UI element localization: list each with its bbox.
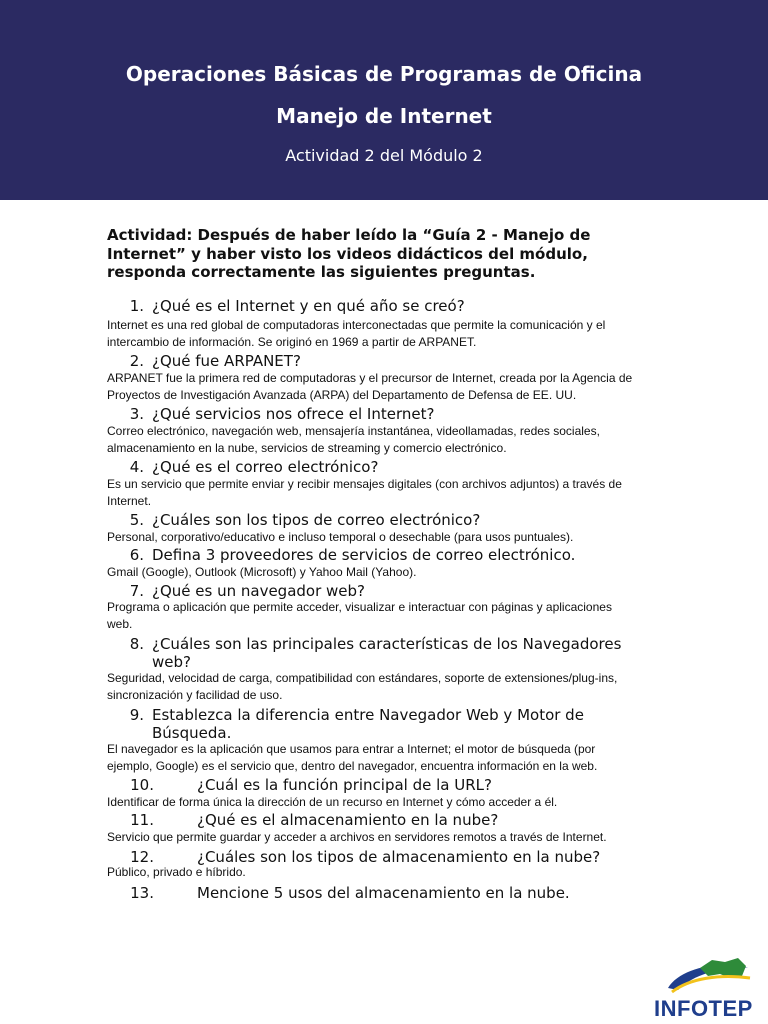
question-text: ¿Qué es un navegador web?: [152, 582, 365, 600]
question-text: Defina 3 proveedores de servicios de correo electrónico.: [152, 546, 576, 564]
question-item: [129, 706, 584, 724]
question-text-continued: web?: [152, 653, 191, 671]
answer-line: Programa o aplicación que permite acceder, visualizar e interactuar con páginas y aplicaciones: [107, 600, 612, 614]
answer-line: Seguridad, velocidad de carga, compatibilidad con estándares, soporte de extensiones/plug-ins,: [107, 671, 618, 685]
document-header: [0, 0, 768, 200]
question-item: [129, 635, 622, 653]
question-number: 7.: [129, 582, 144, 600]
question-number: 2.: [129, 352, 144, 370]
question-text: ¿Qué es el Internet y en qué año se creó?: [152, 297, 465, 315]
question-text: ¿Qué servicios nos ofrece el Internet?: [152, 405, 435, 423]
question-number: 8.: [129, 635, 144, 653]
question-item: [129, 352, 301, 370]
question-text: ¿Cuáles son las principales características de los Navegadores: [152, 635, 622, 653]
question-item: [129, 297, 465, 315]
question-number: 1.: [129, 297, 144, 315]
answer-line: Servicio que permite guardar y acceder a archivos en servidores remotos a través de Internet.: [107, 830, 607, 844]
question-text: Mencione 5 usos del almacenamiento en la nube.: [197, 884, 570, 902]
answer-line: Internet.: [107, 494, 152, 509]
question-item: [129, 776, 492, 794]
logo-island-icon: [700, 958, 746, 978]
document-subtitle: Manejo de Internet: [276, 104, 492, 128]
question-number: 3.: [129, 405, 144, 423]
question-item: [129, 884, 570, 902]
answer-line: almacenamiento en la nube, servicios de streaming y comercio electrónico.: [107, 441, 507, 456]
answer-line: sincronización y facilidad de uso.: [107, 688, 283, 703]
answer-line: Gmail (Google), Outlook (Microsoft) y Yahoo Mail (Yahoo).: [107, 565, 417, 579]
question-number: 10.: [130, 776, 154, 794]
question-number: 5.: [129, 511, 144, 529]
question-item: [129, 811, 499, 829]
question-text: ¿Cuál es la función principal de la URL?: [197, 776, 492, 794]
document-title: Operaciones Básicas de Programas de Oficina: [125, 62, 643, 86]
question-number: 11.: [130, 811, 154, 829]
question-number: 4.: [129, 458, 144, 476]
question-item: [129, 546, 576, 564]
question-text: ¿Qué es el correo electrónico?: [152, 458, 379, 476]
question-text: ¿Cuáles son los tipos de correo electrónico?: [152, 511, 481, 529]
answer-line: Internet es una red global de computadoras interconectadas que permite la comunicación y el: [107, 318, 606, 332]
question-item: [129, 511, 481, 529]
question-text: ¿Qué es el almacenamiento en la nube?: [197, 811, 499, 829]
answer-line: El navegador es la aplicación que usamos para entrar a Internet; el motor de búsqueda (por: [107, 742, 596, 756]
question-item: [129, 582, 365, 600]
question-item: [129, 458, 379, 476]
answer-line: Es un servicio que permite enviar y recibir mensajes digitales (con archivos adjuntos) a través de: [107, 477, 622, 491]
activity-instructions: Actividad: Después de haber leído la “Guía 2 - Manejo de Internet” y haber visto los videos didácticos del módulo, responda correctamente las siguientes preguntas.: [107, 226, 591, 281]
answer-line: Personal, corporativo/educativo e incluso temporal o desechable (para usos puntuales).: [107, 530, 574, 544]
question-number: 6.: [129, 546, 144, 564]
question-number: 13.: [130, 884, 154, 902]
answer-line: Identificar de forma única la dirección de un recurso en Internet y cómo acceder a él.: [107, 795, 558, 809]
answer-line: Proyectos de Investigación Avanzada (ARPA) del Departamento de Defensa de EE. UU.: [107, 388, 577, 403]
question-text: ¿Cuáles son los tipos de almacenamiento en la nube?: [197, 848, 601, 866]
question-number: 9.: [129, 706, 144, 724]
answer-line: intercambio de información. Se originó en 1969 a partir de ARPANET.: [107, 335, 477, 350]
answer-line: Correo electrónico, navegación web, mensajería instantánea, videollamadas, redes sociales,: [107, 424, 600, 438]
question-number: 12.: [130, 848, 154, 866]
question-text-continued: Búsqueda.: [152, 724, 232, 742]
question-text: ¿Qué fue ARPANET?: [152, 352, 301, 370]
activity-label: Actividad 2 del Módulo 2: [285, 146, 483, 165]
question-text: Establezca la diferencia entre Navegador Web y Motor de: [152, 706, 584, 724]
answer-line: ejemplo, Google) es el servicio que, dentro del navegador, encuentra información en la web.: [107, 759, 598, 774]
answer-line: Público, privado e híbrido.: [107, 865, 246, 879]
question-item: [129, 405, 435, 423]
answer-line: web.: [107, 617, 133, 632]
logo-text: INFOTEP: [654, 996, 753, 1021]
answer-line: ARPANET fue la primera red de computadoras y el precursor de Internet, creada por la Agencia de: [107, 371, 633, 385]
